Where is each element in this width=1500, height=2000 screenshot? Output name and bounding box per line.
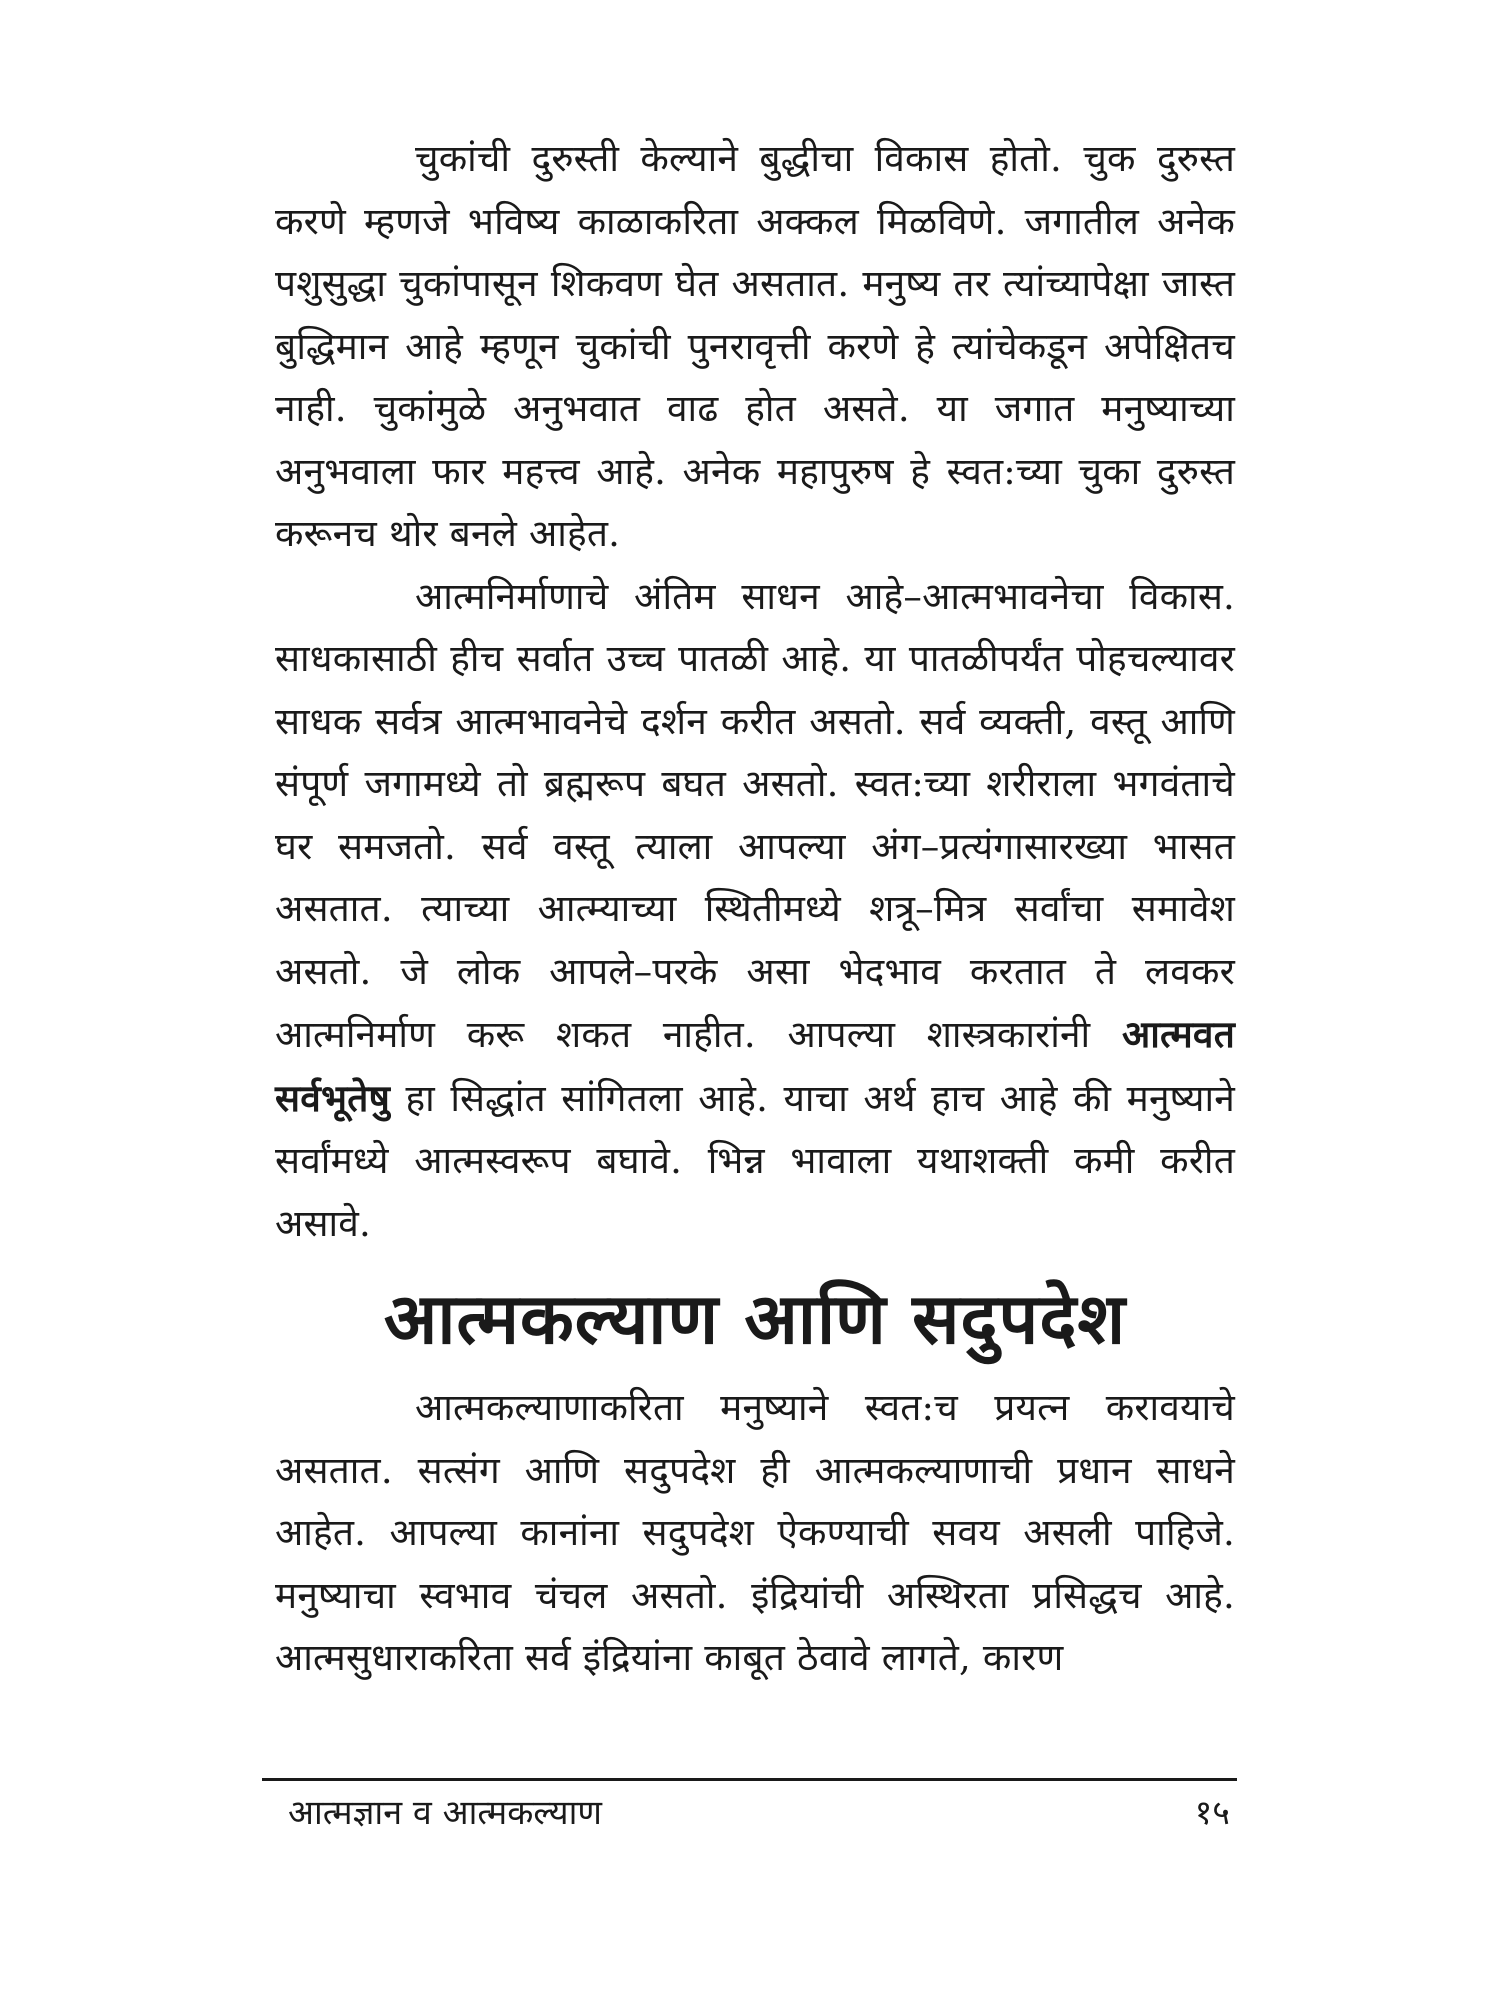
footer-divider (262, 1778, 1237, 1781)
paragraph-2-text: आत्मनिर्माणाचे अंतिम साधन आहे–आत्मभावनेचा विकास. साधकासाठी हीच सर्वात उच्च पातळी आहे. या पातळीपर्यंत पोहचल्यावर साधक सर्वत्र आत्मभावनेचे दर्शन करीत असतो. सर्व व्यक्ती, वस्तू आणि संपूर्ण जगामध्ये तो ब्रह्मरूप बघत असतो. स्वत:च्या शरीराला भगवंताचे घर समजतो. सर्व वस्तू त्याला आपल्या अंग–प्रत्यंगासारख्या भासत असतात. त्याच्या आत्म्याच्या स्थितीमध्ये शत्रू–मित्र सर्वांचा समावेश असतो. जे लोक आपले–परके असा भेदभाव करतात ते लवकर आत्मनिर्माण करू शकत नाहीत. आपल्या शास्त्रकारांनी (275, 574, 1235, 1056)
footer-book-title: आत्मज्ञान व आत्मकल्याण (288, 1793, 603, 1833)
bold-phrase: आत्मवत सर्वभूतेषु (275, 1012, 1235, 1120)
paragraph-2 (275, 566, 1235, 1256)
page-body (275, 128, 1235, 1928)
page-number: १५ (1194, 1793, 1230, 1833)
paragraph-2-tail: हा सिद्धांत सांगितला आहे. याचा अर्थ हाच आहे की मनुष्याने सर्वांमध्ये आत्मस्वरूप बघावे. भिन्न भावाला यथाशक्ती कमी करीत असावे. (275, 1076, 1235, 1245)
paragraph-3: आत्मकल्याणाकरिता मनुष्याने स्वत:च प्रयत्न करावयाचे असतात. सत्संग आणि सदुपदेश ही आत्मकल्याणाची प्रधान साधने आहेत. आपल्या कानांना सदुपदेश ऐकण्याची सवय असली पाहिजे. मनुष्याचा स्वभाव चंचल असतो. इंद्रियांची अस्थिरता प्रसिद्धच आहे. आत्मसुधाराकरिता सर्व इंद्रियांना काबूत ठेवावे लागते, कारण (275, 1386, 1235, 1679)
section-heading: आत्मकल्याण आणि सदुपदेश (383, 1278, 1127, 1360)
paragraph-1: चुकांची दुरुस्ती केल्याने बुद्धीचा विकास होतो. चुक दुरुस्त करणे म्हणजे भविष्य काळाकरिता अक्कल मिळविणे. जगातील अनेक पशुसुद्धा चुकांपासून शिकवण घेत असतात. मनुष्य तर त्यांच्यापेक्षा जास्त बुद्धिमान आहे म्हणून चुकांची पुनरावृत्ती करणे हे त्यांचेकडून अपेक्षितच नाही. चुकांमुळे अनुभवात वाढ होत असते. या जगात मनुष्याच्या अनुभवाला फार महत्त्व आहे. अनेक महापुरुष हे स्वत:च्या चुका दुरुस्त करूनच थोर बनले आहेत. (275, 137, 1235, 555)
